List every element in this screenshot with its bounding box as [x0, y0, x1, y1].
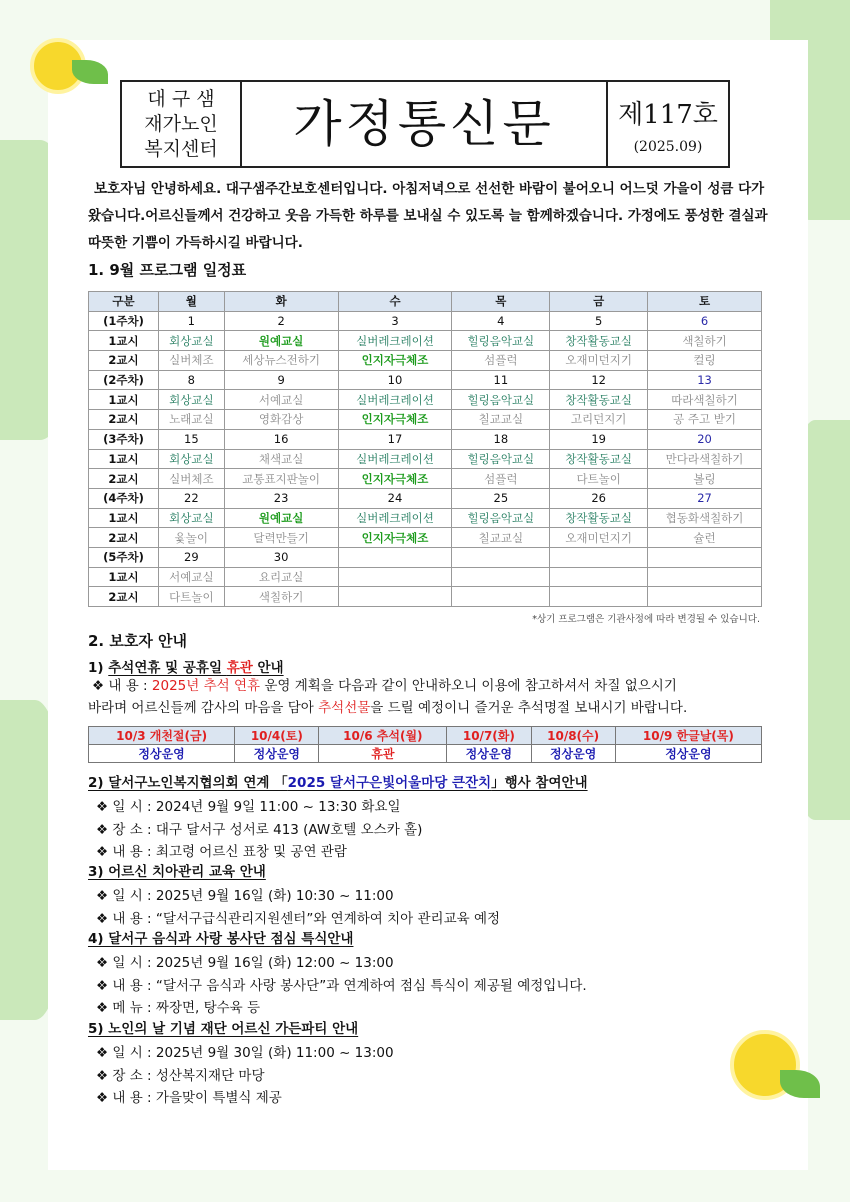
table-cell: 2교시 — [89, 469, 159, 489]
holiday-date: 10/9 한글날(목) — [615, 727, 761, 745]
table-row — [89, 429, 762, 449]
table-cell: 회상교실 — [159, 390, 225, 410]
org-line: 복지센터 — [144, 138, 218, 160]
schedule-table — [88, 291, 762, 607]
table-cell: 힐링음악교실 — [452, 390, 550, 410]
table-cell: 17 — [338, 429, 452, 449]
org-name — [122, 82, 242, 166]
table-cell — [452, 587, 550, 607]
table-cell: 창작활동교실 — [550, 390, 648, 410]
table-cell: 10 — [338, 370, 452, 390]
t: 휴관 — [226, 660, 253, 676]
column-header: 월 — [159, 292, 225, 312]
table-cell — [648, 567, 762, 587]
table-cell: 교통표지판놀이 — [224, 469, 338, 489]
table-cell: 20 — [648, 429, 762, 449]
table-row — [89, 390, 762, 410]
table-cell: (5주차) — [89, 547, 159, 567]
t: 을 드릴 예정이니 즐거운 추석명절 보내시기 바랍니다. — [370, 700, 688, 716]
table-cell: 볼링 — [648, 469, 762, 489]
table-cell: 실버레크레이션 — [338, 390, 452, 410]
sub1-line2 — [88, 695, 763, 722]
info-item: ❖ 내 용 : “달서구급식관리지원센터”와 연계하여 치아 관리교육 예정 — [96, 910, 501, 927]
table-cell: 1교시 — [89, 508, 159, 528]
table-cell: 회상교실 — [159, 508, 225, 528]
t: 」행사 참여안내 — [491, 775, 588, 791]
table-cell: 컬링 — [648, 351, 762, 371]
holiday-status: 정상운영 — [235, 745, 319, 763]
table-cell: 원예교실 — [224, 508, 338, 528]
table-cell — [550, 567, 648, 587]
table-row — [89, 351, 762, 371]
table-cell: 세상뉴스전하기 — [224, 351, 338, 371]
holiday-status: 정상운영 — [447, 745, 531, 763]
table-cell: 3 — [338, 311, 452, 331]
table-cell: 실버체조 — [159, 469, 225, 489]
table-cell: 칠교교실 — [452, 528, 550, 548]
table-cell: 다트놀이 — [159, 587, 225, 607]
table-row — [89, 587, 762, 607]
table-row — [89, 410, 762, 430]
table-cell: 실버체조 — [159, 351, 225, 371]
table-cell: 노래교실 — [159, 410, 225, 430]
issue-info — [608, 82, 728, 166]
table-cell: 30 — [224, 547, 338, 567]
table-cell: 채색교실 — [224, 449, 338, 469]
table-cell: 달력만들기 — [224, 528, 338, 548]
table-cell: 1교시 — [89, 331, 159, 351]
holiday-date: 10/4(토) — [235, 727, 319, 745]
table-cell: 창작활동교실 — [550, 331, 648, 351]
table-cell: 윷놀이 — [159, 528, 225, 548]
holiday-date: 10/6 추석(월) — [319, 727, 447, 745]
table-row — [89, 547, 762, 567]
table-row — [89, 370, 762, 390]
table-cell: 오재미던지기 — [550, 351, 648, 371]
section2-title: 2. 보호자 안내 — [88, 632, 188, 650]
table-cell: 23 — [224, 488, 338, 508]
table-cell: 공 주고 받기 — [648, 410, 762, 430]
table-cell: 영화감상 — [224, 410, 338, 430]
info-item: ❖ 장 소 : 성산복지재단 마당 — [96, 1067, 265, 1084]
table-cell: 슐런 — [648, 528, 762, 548]
holiday-status: 정상운영 — [89, 745, 235, 763]
table-cell: 서예교실 — [159, 567, 225, 587]
newsletter-header — [120, 80, 730, 168]
table-cell: 고리던지기 — [550, 410, 648, 430]
column-header: 토 — [648, 292, 762, 312]
info-item: ❖ 일 시 : 2025년 9월 16일 (화) 12:00 ~ 13:00 — [96, 955, 394, 971]
table-cell: (3주차) — [89, 429, 159, 449]
t: 추석선물 — [318, 700, 371, 716]
table-row — [89, 567, 762, 587]
table-row — [89, 488, 762, 508]
table-cell: 색칠하기 — [648, 331, 762, 351]
t: 안내 — [252, 660, 284, 676]
t: 3) 어르신 치아관리 교육 안내 — [88, 864, 266, 880]
table-row — [89, 528, 762, 548]
table-cell: 19 — [550, 429, 648, 449]
table-cell: 따라색칠하기 — [648, 390, 762, 410]
table-cell: 22 — [159, 488, 225, 508]
column-header: 구분 — [89, 292, 159, 312]
info-item: ❖ 일 시 : 2025년 9월 30일 (화) 11:00 ~ 13:00 — [96, 1045, 394, 1061]
holiday-date: 10/7(화) — [447, 727, 531, 745]
table-cell — [550, 547, 648, 567]
sub4-title — [88, 927, 353, 947]
table-cell: (2주차) — [89, 370, 159, 390]
table-cell: 29 — [159, 547, 225, 567]
table-cell: 인지자극체조 — [338, 351, 452, 371]
table-cell: 실버레크레이션 — [338, 331, 452, 351]
table-cell: 요리교실 — [224, 567, 338, 587]
table-cell: 1교시 — [89, 449, 159, 469]
table-cell: 9 — [224, 370, 338, 390]
table-cell: 다트놀이 — [550, 469, 648, 489]
issue-number: 제117호 — [618, 100, 718, 130]
table-row — [89, 508, 762, 528]
table-cell: 힐링음악교실 — [452, 449, 550, 469]
table-cell: 4 — [452, 311, 550, 331]
table-cell — [550, 587, 648, 607]
table-cell: 색칠하기 — [224, 587, 338, 607]
t: 바라며 어르신들께 감사의 마음을 담아 — [88, 700, 319, 716]
table-cell — [452, 547, 550, 567]
table-cell: 섬플럭 — [452, 351, 550, 371]
table-cell: 11 — [452, 370, 550, 390]
column-header: 수 — [338, 292, 452, 312]
table-cell — [648, 587, 762, 607]
section1-title: 1. 9월 프로그램 일정표 — [88, 261, 247, 279]
table-cell — [648, 547, 762, 567]
table-cell: 칠교교실 — [452, 410, 550, 430]
table-cell: 13 — [648, 370, 762, 390]
table-cell: 2교시 — [89, 528, 159, 548]
column-header: 화 — [224, 292, 338, 312]
t: 2025년 추석 연휴 — [151, 678, 261, 694]
table-cell: 15 — [159, 429, 225, 449]
holiday-status: 정상운영 — [615, 745, 761, 763]
table-cell: 25 — [452, 488, 550, 508]
table-cell: 원예교실 — [224, 331, 338, 351]
table-cell: (4주차) — [89, 488, 159, 508]
table-cell: 8 — [159, 370, 225, 390]
table-cell: 인지자극체조 — [338, 528, 452, 548]
table-cell: 1 — [159, 311, 225, 331]
table-cell: 18 — [452, 429, 550, 449]
holiday-status: 정상운영 — [531, 745, 615, 763]
sub3-title — [88, 860, 266, 880]
table-cell: 실버레크레이션 — [338, 449, 452, 469]
table-cell: 12 — [550, 370, 648, 390]
table-cell: 2교시 — [89, 587, 159, 607]
sub2-title — [88, 771, 588, 791]
table-row — [89, 311, 762, 331]
table-cell — [338, 587, 452, 607]
t: 4) 달서구 음식과 사랑 봉사단 점심 특식안내 — [88, 931, 354, 947]
table-cell: 1교시 — [89, 567, 159, 587]
table-cell: 2교시 — [89, 351, 159, 371]
table-cell: 회상교실 — [159, 331, 225, 351]
table-row — [89, 469, 762, 489]
table-cell: 힐링음악교실 — [452, 331, 550, 351]
info-item: ❖ 내 용 : 가을맞이 특별식 제공 — [96, 1090, 282, 1106]
table-cell: 2교시 — [89, 410, 159, 430]
table-cell: 섬플럭 — [452, 469, 550, 489]
table-cell: 서예교실 — [224, 390, 338, 410]
table-cell: 5 — [550, 311, 648, 331]
table-cell: 창작활동교실 — [550, 449, 648, 469]
holiday-table — [88, 726, 762, 763]
table-cell: (1주차) — [89, 311, 159, 331]
num: 1) — [88, 660, 109, 676]
table-cell: 인지자극체조 — [338, 410, 452, 430]
table-cell: 만다라색칠하기 — [648, 449, 762, 469]
column-header: 금 — [550, 292, 648, 312]
table-cell: 오재미던지기 — [550, 528, 648, 548]
table-cell: 협동화색칠하기 — [648, 508, 762, 528]
schedule-note: *상기 프로그램은 기관사정에 따라 변경될 수 있습니다. — [532, 614, 760, 625]
table-cell: 회상교실 — [159, 449, 225, 469]
page-title: 가정통신문 — [242, 82, 608, 166]
t: 5) 노인의 날 기념 재단 어르신 가든파티 안내 — [88, 1021, 359, 1037]
issue-date: (2025.09) — [633, 139, 703, 155]
t: ❖ 내 용 : — [92, 678, 152, 694]
org-line: 대 구 샘 — [147, 88, 215, 110]
info-item: ❖ 장 소 : 대구 달서구 성서로 413 (AW호텔 오스카 홀) — [96, 821, 423, 838]
table-row — [89, 331, 762, 351]
org-line: 재가노인 — [144, 113, 218, 135]
info-item: ❖ 내 용 : 최고령 어르신 표창 및 공연 관람 — [96, 844, 347, 860]
table-cell — [452, 567, 550, 587]
t: 추석연휴 및 공휴일 — [108, 660, 227, 676]
info-item: ❖ 내 용 : “달서구 음식과 사랑 봉사단”과 연계하여 점심 특식이 제공될 예정입니다. — [96, 977, 587, 994]
table-cell: 창작활동교실 — [550, 508, 648, 528]
table-cell — [338, 567, 452, 587]
holiday-date: 10/3 개천절(금) — [89, 727, 235, 745]
info-item: ❖ 일 시 : 2025년 9월 16일 (화) 10:30 ~ 11:00 — [96, 888, 394, 904]
table-cell: 힐링음악교실 — [452, 508, 550, 528]
t: 운영 계획을 다음과 같이 안내하오니 이용에 참고하셔서 차질 없으시기 — [260, 678, 677, 694]
table-cell: 16 — [224, 429, 338, 449]
table-cell: 1교시 — [89, 390, 159, 410]
table-row — [89, 449, 762, 469]
table-cell: 실버레크레이션 — [338, 508, 452, 528]
table-cell: 인지자극체조 — [338, 469, 452, 489]
sub5-title — [88, 1017, 358, 1037]
holiday-status: 휴관 — [319, 745, 447, 763]
table-cell: 6 — [648, 311, 762, 331]
table-cell — [338, 547, 452, 567]
info-item: ❖ 일 시 : 2024년 9월 9일 11:00 ~ 13:30 화요일 — [96, 799, 401, 815]
intro-text: 보호자님 안녕하세요. 대구샘주간보호센터입니다. 아침저녁으로 선선한 바람이 불어오니 어느덧 가을이 성큼 다가왔습니다.어르신들께서 건강하고 웃음 가득한 하루를 보내실 수 있도록 늘 함께하겠습니다. 가정에도 풍성한 결실과 따뜻한 기쁨이 가득하시길 바랍니다. — [88, 181, 768, 251]
table-cell: 27 — [648, 488, 762, 508]
t: 2) 달서구노인복지협의회 연계 「 — [88, 775, 288, 791]
column-header: 목 — [452, 292, 550, 312]
table-cell: 2 — [224, 311, 338, 331]
holiday-date: 10/8(수) — [531, 727, 615, 745]
t: 2025 달서구은빛어울마당 큰잔치 — [287, 775, 492, 791]
table-cell: 26 — [550, 488, 648, 508]
table-cell: 24 — [338, 488, 452, 508]
info-item: ❖ 메 뉴 : 짜장면, 탕수육 등 — [96, 1000, 261, 1016]
